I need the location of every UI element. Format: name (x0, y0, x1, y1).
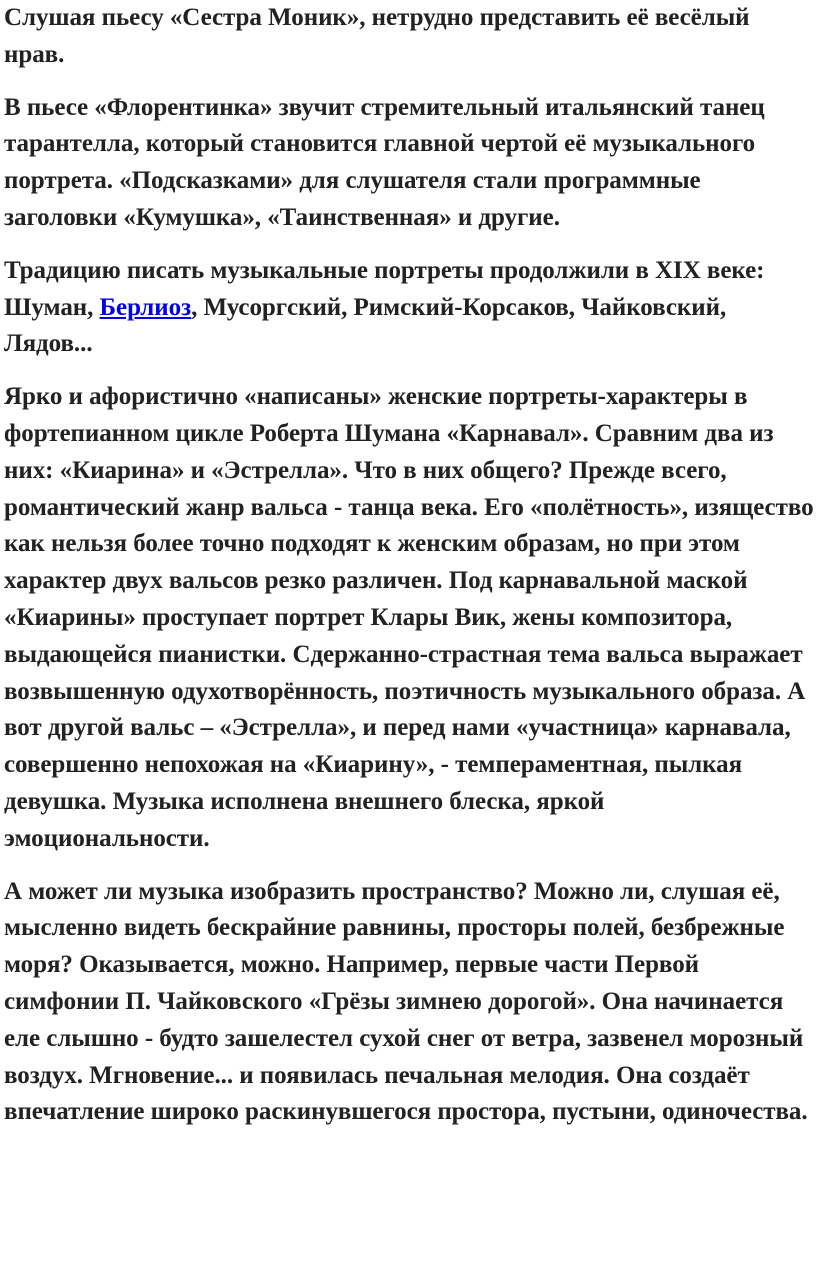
paragraph-space-in-music: А может ли музыка изобразить пространство? Можно ли, слушая её, мысленно видеть бескрайние равнины, просторы полей, безбрежные моря? Оказывается, можно. Например, первые части Первой симфонии П. Чайковского «Грёзы зимнею дорогой». Она начинается еле слышно - будто зашелестел сухой снег от ветра, зазвенел морозный воздух. Мгновение... и появилась печальная мелодия. Она создаёт впечатление широко раскинувшегося простора, пустыни, одиночества. (4, 877, 808, 1126)
paragraph-tradition (4, 253, 814, 363)
paragraph-florentine: В пьесе «Флорентинка» звучит стремительный итальянский танец тарантелла, который становится главной чертой её музыкального портрета. «Подсказками» для слушателя стали программные заголовки «Кумушка», «Таинственная» и другие. (4, 93, 765, 231)
paragraph-soeur-monique: Слушая пьесу «Сестра Моник», нетрудно представить её весёлый нрав. (4, 4, 750, 68)
paragraph-tradition-text-end: , Мусоргский, Римский-Корсаков, Чайковский, Лядов... (4, 293, 727, 358)
paragraph-carnaval: Ярко и афористично «написаны» женские портреты-характеры в фортепианном цикле Роберта Шумана «Карнавал». Сравним два из них: «Киарина» и «Эстрелла». Что в них общего? Прежде всего, романтический жанр вальса - танца века. Его «полётность», изящество как нельзя более точно подходят к женским образам, но при этом характер двух вальсов резко различен. Под карнавальной маской «Киарины» проступает портрет Клары Вик, жены композитора, выдающейся пианистки. Сдержанно-страстная тема вальса выражает возвышенную одухотворённость, поэтичность музыкального образа. А вот другой вальс – «Эстрелла», и перед нами «участница» карнавала, совершенно непохожая на «Киарину», - темпераментная, пылкая девушка. Музыка исполнена внешнего блеска, яркой эмоциональности. (4, 383, 814, 852)
berlioz-link[interactable]: Берлиоз (99, 293, 192, 321)
paragraph-tradition-text-start: Традицию писать музыкальные портреты продолжили в XIX веке: Шуман, (4, 256, 765, 321)
